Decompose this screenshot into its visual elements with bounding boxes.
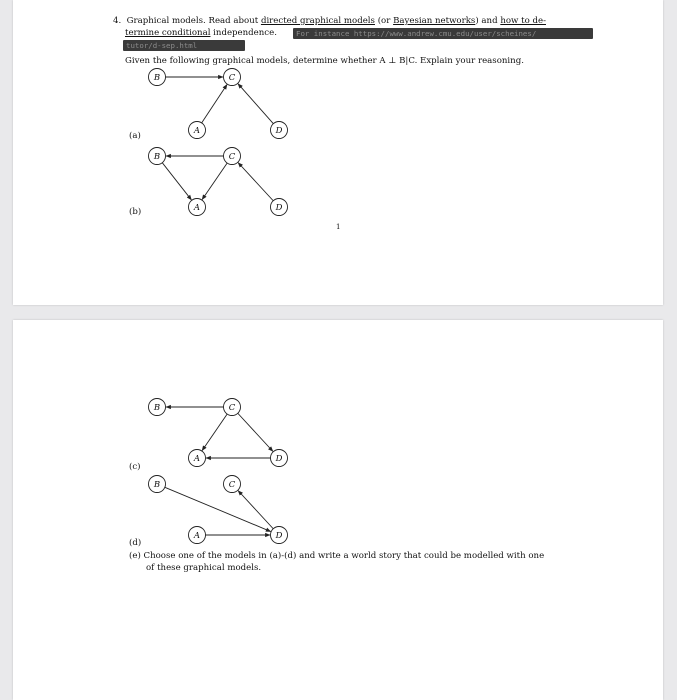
node-c-A (189, 450, 206, 467)
question-line-1: 4. Graphical models. Read about directed graphical models (or Bayesian networks) and how to de- (113, 16, 546, 26)
edge-a-D-C (238, 84, 273, 124)
node-a-D (271, 122, 288, 139)
graph-a (149, 69, 288, 139)
svg-text:B: B (153, 480, 161, 490)
node-b-C (224, 148, 241, 165)
edge-c-C-D (238, 413, 273, 451)
node-d-D (271, 527, 288, 544)
node-d-B (149, 476, 166, 493)
node-c-D (271, 450, 288, 467)
svg-text:D: D (275, 454, 283, 464)
question-number: 4. (113, 16, 122, 26)
question-line-2: termine conditional independence. (125, 28, 277, 38)
redacted-url-line-1: For instance https://www.andrew.cmu.edu/user/scheines/ (293, 28, 593, 39)
redacted-url-line-2: tutor/d-sep.html (123, 40, 245, 51)
graph-c (149, 399, 288, 467)
edge-a-A-C (202, 85, 227, 123)
node-c-C (224, 399, 241, 416)
svg-text:D: D (275, 531, 283, 541)
graph-b (149, 148, 288, 216)
prompt-text: Given the following graphical models, determine whether A ⊥ B|C. Explain your reasoning. (125, 56, 524, 66)
node-d-A (189, 527, 206, 544)
part-e-line-1: (e) Choose one of the models in (a)-(d) and write a world story that could be modelled with one (129, 551, 545, 561)
svg-text:C: C (228, 152, 236, 162)
part-e-line-2: of these graphical models. (146, 563, 262, 573)
edge-b-B-A (162, 163, 191, 200)
node-a-A (189, 122, 206, 139)
edge-c-C-A (202, 414, 227, 451)
node-b-A (189, 199, 206, 216)
svg-text:B: B (153, 152, 161, 162)
label-a: (a) (129, 131, 141, 141)
svg-text:B: B (153, 403, 161, 413)
svg-text:D: D (275, 203, 283, 213)
link-directed-graphical-models[interactable]: directed graphical models (260, 16, 375, 26)
label-d: (d) (129, 538, 142, 548)
node-c-B (149, 399, 166, 416)
link-how-to-determine[interactable]: how to de- (500, 16, 546, 26)
link-bayesian-networks[interactable]: Bayesian networks (393, 16, 476, 26)
node-a-C (224, 69, 241, 86)
svg-text:C: C (228, 73, 236, 83)
svg-text:A: A (193, 126, 201, 136)
node-b-D (271, 199, 288, 216)
page-number: 1 (336, 223, 341, 231)
svg-text:B: B (153, 73, 161, 83)
svg-text:D: D (275, 126, 283, 136)
edge-b-C-A (202, 163, 227, 200)
link-conditional[interactable]: termine conditional (125, 28, 211, 38)
svg-text:C: C (228, 403, 236, 413)
node-b-B (149, 148, 166, 165)
node-a-B (149, 69, 166, 86)
svg-text:A: A (193, 531, 201, 541)
svg-text:C: C (228, 480, 236, 490)
label-b: (b) (129, 207, 142, 217)
graph-d (149, 476, 288, 544)
edge-b-D-C (238, 163, 273, 201)
node-d-C (224, 476, 241, 493)
edge-d-D-C (238, 491, 273, 529)
svg-text:A: A (193, 203, 201, 213)
question-intro: Graphical models. Read about (126, 16, 261, 26)
label-c: (c) (129, 462, 141, 472)
svg-text:A: A (193, 454, 201, 464)
